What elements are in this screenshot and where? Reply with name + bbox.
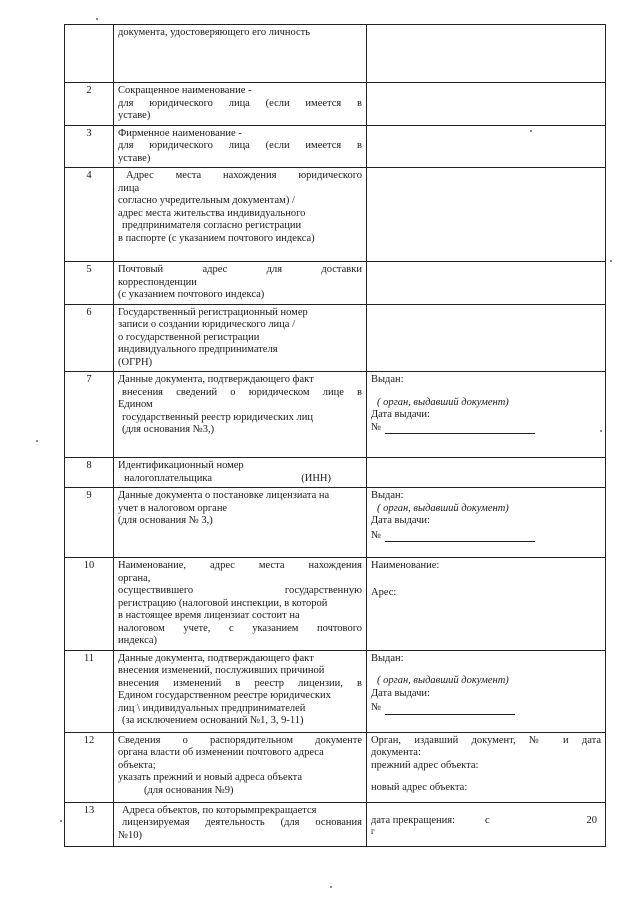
issuing-authority-label: Орган, издавший документ, № и дата	[371, 734, 601, 746]
description-line: налогоплательщика (ИНН)	[124, 472, 331, 484]
table-row	[65, 558, 606, 651]
description-line: лиц \ индивидуальных предпринимателей	[118, 702, 306, 714]
row-value-cell	[367, 488, 606, 558]
authority-name-label: Наименование:	[371, 560, 440, 571]
description-line: Сведения о распорядительном документе	[118, 734, 362, 746]
table-row	[65, 372, 606, 458]
row-value-cell	[367, 732, 606, 802]
row-value-cell[interactable]	[367, 168, 606, 262]
row-value-cell	[367, 558, 606, 651]
from-label: с	[485, 814, 490, 826]
row-number	[65, 25, 114, 83]
description-line: для юридического лица (если имеется в	[118, 97, 362, 109]
issuer-note: ( орган, выдавший документ)	[377, 396, 509, 408]
table-row	[65, 168, 606, 262]
description-line: указать прежний и новый адреса объекта	[118, 772, 303, 783]
description-line: Идентификационный номер	[118, 460, 244, 471]
number-input-line[interactable]	[385, 704, 515, 715]
license-form-table	[64, 24, 606, 847]
issue-date-label: Дата выдачи:	[371, 409, 430, 420]
row-description	[114, 83, 367, 126]
description-line: внесения изменений в реестр лицензии, в	[118, 677, 362, 689]
new-address-label: новый адрес объекта:	[371, 782, 468, 793]
termination-date-label: дата прекращения:	[371, 814, 456, 826]
description-line: адрес места жительства индивидуального	[118, 207, 306, 219]
description-line: о государственной регистрации	[118, 331, 260, 343]
description-line: Почтовый адрес для доставки	[118, 264, 362, 275]
description-line: записи о создании юридического лица /	[118, 319, 295, 330]
description-line: Наименование, адрес места нахождения	[118, 560, 362, 571]
spacer	[371, 573, 601, 587]
number-sign: №	[371, 702, 382, 713]
description-line: налоговом учете, с указанием почтового	[118, 622, 362, 634]
description-line: осуществившего государственную	[118, 585, 362, 596]
description-line: Данные документа, подтверждающего факт	[118, 374, 314, 385]
row-description	[114, 125, 367, 168]
description-line: уставе)	[118, 152, 151, 164]
table-row	[65, 488, 606, 558]
scan-speck	[530, 130, 532, 132]
description-line: в настоящее время лицензиат состоит на	[118, 610, 300, 621]
row-description	[114, 25, 367, 83]
spacer	[371, 772, 601, 782]
description-line: Фирменное наименование -	[118, 127, 242, 139]
document-number-field[interactable]	[371, 422, 601, 435]
row-number: 13	[65, 802, 114, 846]
description-line: Государственный регистрационный номер	[118, 306, 308, 318]
issued-label: Выдан:	[371, 652, 404, 664]
row-description	[114, 650, 367, 732]
table-row	[65, 802, 606, 846]
issued-label: Выдан:	[371, 374, 404, 385]
spacer	[371, 387, 601, 397]
table-row	[65, 650, 606, 732]
description-line: Сокращенное наименование -	[118, 85, 252, 96]
row-description	[114, 802, 367, 846]
row-number: 7	[65, 372, 114, 458]
row-value-cell[interactable]	[367, 125, 606, 168]
termination-date-line	[371, 815, 601, 828]
spacer	[371, 805, 601, 815]
description-line: предпринимателя согласно регистрации	[122, 220, 302, 231]
row-description	[114, 372, 367, 458]
description-line: документа, удостоверяющего его личность	[118, 27, 311, 38]
authority-address-label: Арес:	[371, 586, 397, 598]
description-line: учет в налоговом органе	[118, 502, 228, 514]
row-value-cell[interactable]	[367, 458, 606, 488]
issuer-note: ( орган, выдавший документ)	[377, 675, 509, 686]
description-line: для юридического лица (если имеется в	[118, 140, 362, 151]
description-line: внесения сведений о юридическом лице в	[122, 386, 362, 398]
description-line: (для основания № 3,)	[118, 515, 213, 526]
table-row	[65, 262, 606, 305]
row-number: 10	[65, 558, 114, 651]
row-value-cell	[367, 650, 606, 732]
description-line: корреспонденции	[118, 276, 197, 288]
scan-speck	[36, 440, 38, 442]
row-number: 12	[65, 732, 114, 802]
table-row	[65, 732, 606, 802]
description-line: Данные документа о постановке лицензиата на	[118, 490, 330, 501]
row-number: 8	[65, 458, 114, 488]
scan-speck	[610, 260, 612, 262]
row-value-cell[interactable]	[367, 83, 606, 126]
row-description	[114, 488, 367, 558]
row-number: 2	[65, 83, 114, 126]
number-sign: №	[371, 421, 382, 433]
row-number: 3	[65, 125, 114, 168]
number-input-line[interactable]	[385, 423, 535, 434]
row-number: 6	[65, 304, 114, 372]
description-line: (с указанием почтового индекса)	[118, 289, 265, 300]
issuer-note: ( орган, выдавший документ)	[377, 502, 509, 514]
row-number: 9	[65, 488, 114, 558]
row-value-cell[interactable]	[367, 304, 606, 372]
row-number: 11	[65, 650, 114, 732]
row-value-cell[interactable]	[367, 25, 606, 83]
issuing-authority-label: документа:	[371, 747, 421, 758]
row-description	[114, 304, 367, 372]
table-row	[65, 458, 606, 488]
scan-speck	[96, 18, 98, 20]
row-description	[114, 558, 367, 651]
description-line: согласно учредительным документам) /	[118, 195, 295, 206]
number-sign: №	[371, 529, 382, 541]
description-line: лица	[118, 182, 140, 194]
description-line: уставе)	[118, 110, 151, 121]
description-line: Адреса объектов, по которымпрекращается	[122, 804, 317, 816]
description-line: индекса)	[118, 635, 158, 646]
description-line: Данные документа, подтверждающего факт	[118, 652, 314, 664]
description-line: государственный реестр юридических лиц	[122, 411, 313, 423]
row-value-cell	[367, 372, 606, 458]
row-description	[114, 262, 367, 305]
row-description	[114, 732, 367, 802]
document-number-field[interactable]	[371, 530, 601, 543]
description-line: №10)	[118, 829, 143, 841]
description-line: лицензируемая деятельность (для основания	[122, 817, 362, 828]
row-number: 5	[65, 262, 114, 305]
issue-date-label: Дата выдачи:	[371, 687, 430, 699]
scan-speck	[600, 430, 602, 432]
old-address-label: прежний адрес объекта:	[371, 759, 479, 771]
description-line: индивидуального предпринимателя	[118, 344, 278, 355]
description-line: Адрес места нахождения юридического	[126, 170, 362, 181]
scan-speck	[330, 886, 332, 888]
description-line: органа,	[118, 572, 151, 584]
description-line: регистрацию (налоговой инспекции, в которой	[118, 597, 328, 609]
description-line: объекта;	[118, 759, 156, 771]
description-line: (для основания №9)	[144, 784, 234, 796]
document-number-field[interactable]	[371, 702, 601, 715]
row-description	[114, 458, 367, 488]
description-line: (ОГРН)	[118, 356, 153, 368]
issued-label: Выдан:	[371, 490, 404, 501]
row-value-cell[interactable]	[367, 262, 606, 305]
spacer	[371, 665, 601, 675]
year-prefix: 20	[586, 814, 597, 826]
year-suffix: г	[371, 826, 375, 836]
scan-speck	[60, 820, 62, 822]
description-line: (для основания №3,)	[122, 424, 215, 435]
number-input-line[interactable]	[385, 531, 535, 542]
table-row	[65, 125, 606, 168]
description-line: (за исключением оснований №1, 3, 9-11)	[122, 715, 304, 726]
row-number: 4	[65, 168, 114, 262]
table-row	[65, 83, 606, 126]
table-row	[65, 304, 606, 372]
description-line: Едином	[118, 399, 153, 410]
issue-date-label: Дата выдачи:	[371, 515, 430, 526]
row-description	[114, 168, 367, 262]
row-value-cell	[367, 802, 606, 846]
description-line: внесения изменений, послуживших причиной	[118, 665, 325, 676]
description-line: в паспорте (с указанием почтового индекса)	[118, 232, 315, 244]
description-line: Едином государственном реестре юридических	[118, 690, 331, 701]
description-line: органа власти об изменении почтового адреса	[118, 747, 324, 758]
table-row	[65, 25, 606, 83]
